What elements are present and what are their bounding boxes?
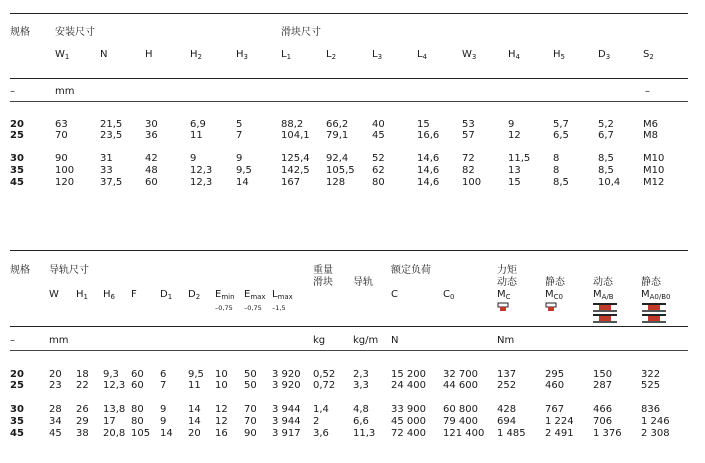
table-cell: 2 xyxy=(313,416,320,427)
table-cell: 31 xyxy=(100,153,113,164)
table-cell: M6 xyxy=(643,119,658,130)
table-cell: 11,3 xyxy=(353,428,376,439)
size-cell: 35 xyxy=(10,416,24,427)
moment-mab-carriage-icon xyxy=(592,300,618,324)
table-cell: 5 xyxy=(236,119,243,130)
table-cell: 24 400 xyxy=(391,380,426,391)
column-header-symbol: C xyxy=(391,289,398,300)
table-cell: 50 xyxy=(244,369,257,380)
table-cell: 11,5 xyxy=(508,153,531,164)
column-header-subscript: 1 xyxy=(64,53,70,61)
column-header-subscript: max xyxy=(250,293,266,301)
table-cell: 62 xyxy=(372,165,385,176)
column-header xyxy=(76,289,88,301)
table-cell: 60 xyxy=(145,177,158,188)
table-cell: 30 xyxy=(145,119,158,130)
column-header-subscript: 3 xyxy=(471,53,477,61)
size-cell: 30 xyxy=(10,153,24,164)
table-cell: 11 xyxy=(188,380,201,391)
column-header xyxy=(598,49,610,61)
table-cell: 57 xyxy=(462,130,475,141)
table-cell: 45 000 xyxy=(391,416,426,427)
table1-header-install: 安装尺寸 xyxy=(55,27,95,38)
table-cell: 1 224 xyxy=(545,416,574,427)
table-cell: 9 xyxy=(508,119,515,130)
column-header-subscript: 2 xyxy=(195,293,201,301)
table-cell: 12 xyxy=(508,130,521,141)
column-header-symbol: F xyxy=(131,289,137,300)
table-cell: 3 920 xyxy=(272,380,301,391)
table-cell: 12 xyxy=(215,416,228,427)
table-cell: M10 xyxy=(643,165,665,176)
table-cell: 5,7 xyxy=(553,119,569,130)
column-header-subscript: 4 xyxy=(422,53,428,61)
column-header-symbol: H xyxy=(103,289,111,300)
column-header xyxy=(145,49,153,60)
table-cell: 52 xyxy=(372,153,385,164)
column-header-symbol: D xyxy=(598,49,606,60)
table2-header-rail: 导轨尺寸 xyxy=(49,265,89,276)
column-header-symbol: W xyxy=(462,49,472,60)
table-cell: 6,7 xyxy=(598,130,614,141)
table-cell: 80 xyxy=(372,177,385,188)
table-cell: 8 xyxy=(553,153,560,164)
column-header-symbol: M xyxy=(497,289,506,300)
table-cell: 36 xyxy=(145,130,158,141)
column-header-subscript: C xyxy=(505,293,511,301)
table-cell: 121 400 xyxy=(443,428,485,439)
table-cell: 14 xyxy=(188,404,201,415)
column-header-subscript: max xyxy=(277,293,293,301)
table-cell: 3 944 xyxy=(272,416,301,427)
table-cell: 13 xyxy=(508,165,521,176)
table-cell: 460 xyxy=(545,380,565,391)
table2-unit-kg: kg xyxy=(313,335,326,346)
table1-header-spec: 规格 xyxy=(10,27,30,38)
table-cell: 33 xyxy=(100,165,113,176)
table-cell: 694 xyxy=(497,416,517,427)
size-cell: 25 xyxy=(10,130,24,141)
column-header-symbol: L xyxy=(272,289,278,300)
table1-top-rule xyxy=(10,13,688,14)
column-header xyxy=(160,289,172,301)
column-header xyxy=(497,289,511,301)
tol-emin: –0,75 xyxy=(215,304,233,312)
table-cell: 12 xyxy=(215,404,228,415)
column-header-subscript: 5 xyxy=(560,53,565,61)
table-cell: 42 xyxy=(145,153,158,164)
table-cell: 2,3 xyxy=(353,369,369,380)
column-header-symbol: H xyxy=(190,49,198,60)
table-cell: 3,6 xyxy=(313,428,329,439)
column-header xyxy=(272,289,293,301)
column-header xyxy=(190,49,202,61)
table-cell: 13,8 xyxy=(103,404,126,415)
moment-mc-icon xyxy=(497,302,509,312)
table-cell: 14,6 xyxy=(417,165,440,176)
table-cell: 100 xyxy=(55,165,75,176)
table1-unit-end: – xyxy=(645,86,650,97)
column-header xyxy=(103,289,115,301)
table-cell: 9 xyxy=(160,416,167,427)
column-header xyxy=(215,289,235,301)
table-cell: 23,5 xyxy=(100,130,123,141)
column-header-symbol: H xyxy=(76,289,84,300)
table-cell: 10 xyxy=(215,369,228,380)
column-header-symbol: L xyxy=(326,49,332,60)
table-cell: 137 xyxy=(497,369,517,380)
table-cell: 8,5 xyxy=(553,177,569,188)
table-cell: 0,72 xyxy=(313,380,336,391)
table-cell: 7 xyxy=(236,130,243,141)
column-header-subscript: 0 xyxy=(449,293,455,301)
table-cell: 14 xyxy=(236,177,249,188)
table-cell: 90 xyxy=(244,428,257,439)
size-cell: 30 xyxy=(10,404,24,415)
table-cell: 322 xyxy=(641,369,661,380)
table-cell: 4,8 xyxy=(353,404,369,415)
table-cell: 40 xyxy=(372,119,385,130)
column-header-symbol: W xyxy=(55,49,65,60)
table-cell: 8,5 xyxy=(598,165,614,176)
table-cell: 79 400 xyxy=(443,416,478,427)
table-cell: 706 xyxy=(593,416,613,427)
table-cell: 3 917 xyxy=(272,428,301,439)
table-cell: 92,4 xyxy=(326,153,349,164)
table2-header-dyn-2: 动态 xyxy=(593,277,613,288)
column-header-subscript: 3 xyxy=(243,53,248,61)
size-cell: 35 xyxy=(10,165,24,176)
column-header xyxy=(391,289,398,300)
table-cell: 104,1 xyxy=(281,130,310,141)
table2-header-stat-2: 静态 xyxy=(641,277,661,288)
table-cell: 12,3 xyxy=(190,165,213,176)
table-cell: 2 308 xyxy=(641,428,670,439)
table-cell: 9,5 xyxy=(236,165,252,176)
table-cell: 48 xyxy=(145,165,158,176)
table-cell: 20 xyxy=(49,369,62,380)
table2-unit-dash: – xyxy=(10,335,15,346)
column-header-symbol: H xyxy=(553,49,561,60)
column-header-symbol: N xyxy=(100,49,108,60)
table-cell: 70 xyxy=(244,404,257,415)
column-header xyxy=(100,49,107,60)
column-header-symbol: L xyxy=(281,49,287,60)
table-cell: M12 xyxy=(643,177,665,188)
table-cell: 2 491 xyxy=(545,428,574,439)
table-cell: 6,5 xyxy=(553,130,569,141)
table2-header-load: 额定负荷 xyxy=(391,265,431,276)
tol-emax: –0,75 xyxy=(244,304,262,312)
table-cell: 836 xyxy=(641,404,661,415)
column-header xyxy=(49,289,59,300)
table-cell: 44 600 xyxy=(443,380,478,391)
column-header xyxy=(508,49,520,61)
column-header-symbol: M xyxy=(641,289,650,300)
table-cell: 45 xyxy=(372,130,385,141)
column-header-symbol: H xyxy=(508,49,516,60)
column-header-symbol: D xyxy=(188,289,196,300)
table2-header-weight-rail: 导轨 xyxy=(353,277,373,288)
moment-mc0-icon xyxy=(545,302,557,312)
table2-unit-rule xyxy=(10,350,688,351)
table-cell: 50 xyxy=(244,380,257,391)
column-header-subscript: 3 xyxy=(605,53,611,61)
column-header-subscript: 1 xyxy=(167,293,173,301)
table-cell: 9,3 xyxy=(103,369,119,380)
table-cell: 9,5 xyxy=(188,369,204,380)
tol-lmax: –1,5 xyxy=(272,304,286,312)
column-header-subscript: A/B xyxy=(601,293,614,301)
table-cell: 6 xyxy=(160,369,167,380)
table-cell: 105,5 xyxy=(326,165,355,176)
table-cell: 29 xyxy=(76,416,89,427)
table-cell: 9 xyxy=(160,404,167,415)
column-header xyxy=(643,49,654,61)
table-cell: 10 xyxy=(215,380,228,391)
table-cell: 105 xyxy=(131,428,151,439)
column-header-symbol: L xyxy=(372,49,378,60)
table-cell: 72 400 xyxy=(391,428,426,439)
table2-header-moment-dyn: 动态 xyxy=(497,277,517,288)
table-cell: 100 xyxy=(462,177,482,188)
column-header xyxy=(281,49,291,61)
table-cell: 80 xyxy=(131,404,144,415)
moment-ma0b0-carriage-icon xyxy=(641,300,667,324)
table-cell: 3 944 xyxy=(272,404,301,415)
table-cell: 466 xyxy=(593,404,613,415)
column-header-symbol: H xyxy=(236,49,244,60)
column-header-symbol: L xyxy=(417,49,423,60)
table1-header-block: 滑块尺寸 xyxy=(281,27,321,38)
column-header-symbol: H xyxy=(145,49,153,60)
table-cell: 53 xyxy=(462,119,475,130)
column-header-subscript: 2 xyxy=(331,53,337,61)
table-cell: 45 xyxy=(49,428,62,439)
table-cell: 14,6 xyxy=(417,153,440,164)
table-cell: 15 xyxy=(508,177,521,188)
column-header xyxy=(326,49,336,61)
table-cell: 120 xyxy=(55,177,75,188)
table2-header-spec: 规格 xyxy=(10,265,30,276)
table2-header-stat-1: 静态 xyxy=(545,277,565,288)
table-cell: 80 xyxy=(131,416,144,427)
table-cell: 22 xyxy=(76,380,89,391)
column-header xyxy=(131,289,137,300)
column-header-subscript: C0 xyxy=(553,293,563,301)
table2-top-rule xyxy=(10,250,688,251)
table-cell: M10 xyxy=(643,153,665,164)
table-cell: 60 xyxy=(131,380,144,391)
column-header-symbol: S xyxy=(643,49,650,60)
column-header-symbol: M xyxy=(545,289,554,300)
table-cell: 28 xyxy=(49,404,62,415)
table-cell: 525 xyxy=(641,380,661,391)
table1-header-rule xyxy=(10,78,688,79)
table2-header-weight: 重量 xyxy=(313,265,333,276)
table-cell: 167 xyxy=(281,177,301,188)
table-cell: 10,4 xyxy=(598,177,621,188)
table-cell: 20,8 xyxy=(103,428,126,439)
table-cell: 33 900 xyxy=(391,404,426,415)
size-cell: 20 xyxy=(10,119,24,130)
table2-unit-nm: Nm xyxy=(497,335,515,346)
column-header-subscript: 2 xyxy=(197,53,202,61)
table-cell: 14 xyxy=(160,428,173,439)
column-header xyxy=(236,49,248,61)
table-cell: 287 xyxy=(593,380,613,391)
column-header xyxy=(462,49,476,61)
size-cell: 20 xyxy=(10,369,24,380)
table-cell: 88,2 xyxy=(281,119,304,130)
column-header xyxy=(188,289,200,301)
table1-unit-rule xyxy=(10,101,688,102)
table-cell: 82 xyxy=(462,165,475,176)
table-cell: 21,5 xyxy=(100,119,123,130)
table-cell: 16,6 xyxy=(417,130,440,141)
table-cell: 72 xyxy=(462,153,475,164)
table-cell: 3 920 xyxy=(272,369,301,380)
column-header xyxy=(55,49,69,61)
column-header xyxy=(545,289,563,301)
table-cell: 7 xyxy=(160,380,167,391)
table-cell: 20 xyxy=(188,428,201,439)
table-cell: 1 376 xyxy=(593,428,622,439)
column-header xyxy=(244,289,266,301)
table-cell: 15 xyxy=(417,119,430,130)
table-cell: 16 xyxy=(215,428,228,439)
size-cell: 45 xyxy=(10,428,24,439)
column-header-symbol: C xyxy=(443,289,450,300)
table-cell: 12,3 xyxy=(190,177,213,188)
table-cell: 0,52 xyxy=(313,369,336,380)
column-header-symbol: M xyxy=(593,289,602,300)
table-cell: 66,2 xyxy=(326,119,349,130)
table2-header-weight-block: 滑块 xyxy=(313,277,333,288)
column-header-subscript: A0/B0 xyxy=(649,293,671,301)
size-cell: 45 xyxy=(10,177,24,188)
table2-unit-mm: mm xyxy=(49,335,69,346)
table-cell: 6,9 xyxy=(190,119,206,130)
table-cell: 11 xyxy=(190,130,203,141)
column-header-subscript: 1 xyxy=(83,293,88,301)
table-cell: 70 xyxy=(244,416,257,427)
table-cell: 125,4 xyxy=(281,153,310,164)
table-cell: 9 xyxy=(236,153,243,164)
table-cell: 142,5 xyxy=(281,165,310,176)
table1-unit-mm: mm xyxy=(55,86,75,97)
table-cell: 767 xyxy=(545,404,565,415)
table2-unit-kgm: kg/m xyxy=(353,335,379,346)
table-cell: 60 xyxy=(131,369,144,380)
table-cell: 8 xyxy=(553,165,560,176)
table-cell: 1 246 xyxy=(641,416,670,427)
column-header-symbol: W xyxy=(49,289,59,300)
table-cell: 252 xyxy=(497,380,517,391)
table-cell: 34 xyxy=(49,416,62,427)
column-header-subscript: min xyxy=(221,293,235,301)
table-cell: 15 200 xyxy=(391,369,426,380)
table-cell: M8 xyxy=(643,130,658,141)
table-cell: 60 800 xyxy=(443,404,478,415)
table-cell: 26 xyxy=(76,404,89,415)
table-cell: 12,3 xyxy=(103,380,126,391)
column-header xyxy=(553,49,565,61)
table2-header-rule xyxy=(10,326,688,327)
table-cell: 14,6 xyxy=(417,177,440,188)
table-cell: 32 700 xyxy=(443,369,478,380)
table-cell: 150 xyxy=(593,369,613,380)
table2-unit-n: N xyxy=(391,335,399,346)
table1-unit-dash: – xyxy=(10,86,15,97)
table-cell: 5,2 xyxy=(598,119,614,130)
table-cell: 90 xyxy=(55,153,68,164)
table-cell: 1 485 xyxy=(497,428,526,439)
table-cell: 9 xyxy=(190,153,197,164)
table2-header-moment: 力矩 xyxy=(497,265,517,276)
table-cell: 6,6 xyxy=(353,416,369,427)
table-cell: 8,5 xyxy=(598,153,614,164)
table-cell: 18 xyxy=(76,369,89,380)
table-cell: 428 xyxy=(497,404,517,415)
table-cell: 1,4 xyxy=(313,404,329,415)
table-cell: 3,3 xyxy=(353,380,369,391)
column-header-subscript: 2 xyxy=(649,53,654,61)
table-cell: 128 xyxy=(326,177,346,188)
column-header xyxy=(443,289,454,301)
column-header xyxy=(417,49,427,61)
column-header-subscript: 4 xyxy=(515,53,520,61)
table-cell: 38 xyxy=(76,428,89,439)
column-header-subscript: 6 xyxy=(110,293,115,301)
column-header-symbol: E xyxy=(215,289,222,300)
column-header xyxy=(372,49,382,61)
table-cell: 63 xyxy=(55,119,68,130)
size-cell: 25 xyxy=(10,380,24,391)
table-cell: 70 xyxy=(55,130,68,141)
table-cell: 23 xyxy=(49,380,62,391)
column-header-symbol: E xyxy=(244,289,251,300)
column-header-subscript: 3 xyxy=(377,53,383,61)
table-cell: 17 xyxy=(103,416,116,427)
column-header-subscript: 1 xyxy=(286,53,292,61)
table-cell: 295 xyxy=(545,369,565,380)
table-cell: 79,1 xyxy=(326,130,349,141)
table-cell: 14 xyxy=(188,416,201,427)
column-header-symbol: D xyxy=(160,289,168,300)
table-cell: 37,5 xyxy=(100,177,123,188)
